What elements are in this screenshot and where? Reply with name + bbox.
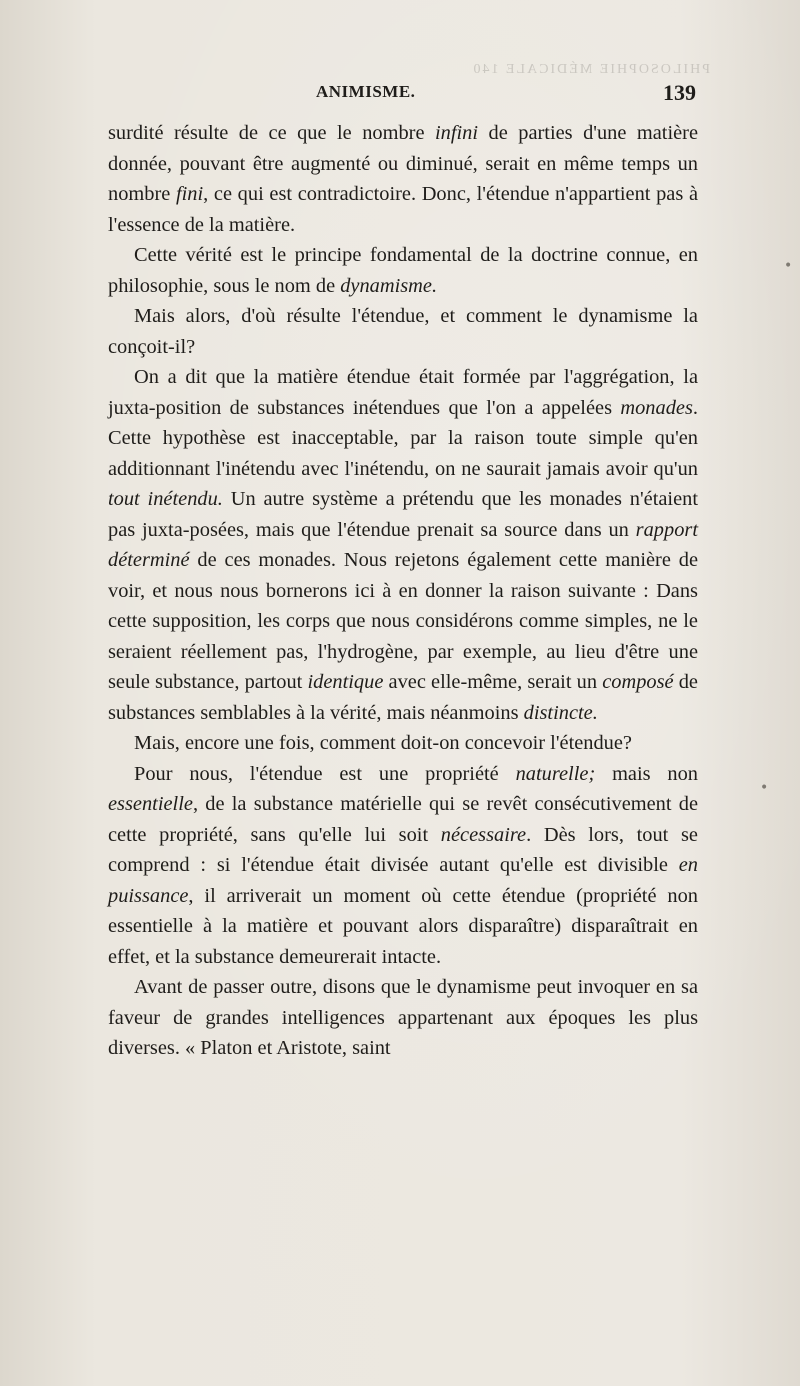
text-run: , de la substance matérielle qui se revêt consécutivement de cette propriété, sans qu'elle lui soit bbox=[108, 793, 698, 846]
text-run: surdité résulte de ce que le nombre bbox=[108, 122, 435, 144]
margin-dot: • bbox=[784, 258, 793, 274]
text-run: avec elle-même, serait un bbox=[383, 671, 603, 693]
bleed-through-text: PHILOSOPHIE MÉDICALE 140 bbox=[471, 62, 710, 77]
italic-text: identique bbox=[307, 671, 384, 693]
italic-text: fini bbox=[175, 183, 204, 205]
paragraph bbox=[108, 972, 698, 1064]
paragraph bbox=[108, 759, 698, 973]
text-run: . Cette hypothèse est inacceptable, par la raison toute simple qu'en additionnant l'inétendu avec l'inétendu, on ne saurait jamais avoir qu'un bbox=[108, 396, 698, 480]
text-run: mais non bbox=[595, 762, 698, 785]
text-run: , ce qui est contradictoire. Donc, l'étendue n'appartient pas à l'essence de la matière. bbox=[108, 183, 698, 236]
body-text bbox=[108, 118, 698, 1064]
italic-text: composé bbox=[602, 671, 674, 693]
text-run: Mais alors, d'où résulte l'étendue, et comment le dynamisme la conçoit-il? bbox=[108, 305, 698, 358]
paragraph bbox=[108, 118, 698, 240]
text-run: Mais, encore une fois, comment doit-on concevoir l'étendue? bbox=[134, 732, 632, 754]
margin-dot: • bbox=[760, 780, 769, 796]
text-run: . Dès lors, tout se comprend : si l'étendue était divisée autant qu'elle est divisible bbox=[108, 823, 698, 876]
paragraph bbox=[108, 728, 698, 759]
running-title: ANIMISME. bbox=[316, 82, 416, 101]
text-run: Pour nous, l'étendue est une propriété bbox=[134, 762, 516, 785]
paragraph bbox=[108, 362, 698, 728]
text-run: , il arriverait un moment où cette étendue (propriété non essentielle à la matière et pouvant alors disparaître) disparaîtrait en effet, et la substance demeurerait intacte. bbox=[108, 884, 698, 968]
italic-text: naturelle; bbox=[515, 762, 596, 785]
italic-text: essentielle bbox=[108, 793, 193, 815]
italic-text: infini bbox=[434, 122, 479, 144]
page-header bbox=[108, 82, 700, 112]
text-run: de parties d'une matière donnée, pouvant être augmenté ou diminué, serait en même temps un nombre bbox=[108, 122, 698, 205]
text-run: Un autre système a prétendu que les monades n'étaient pas juxta-posées, mais que l'étendue prenait sa source dans un bbox=[108, 488, 698, 541]
italic-text: dynamisme. bbox=[340, 274, 438, 297]
italic-text: nécessaire bbox=[440, 823, 527, 846]
text-run: de substances semblables à la vérité, mais néanmoins bbox=[108, 671, 698, 724]
text-run: Cette vérité est le principe fondamental de la doctrine connue, en philosophie, sous le nom de bbox=[108, 244, 698, 297]
text-run: de ces monades. Nous rejetons également cette manière de voir, et nous nous bornerons ici à en donner la raison suivante : Dans cette supposition, les corps que nous considérons comme simples, ne le seraient réellement pas, l'hydrogène, par exemple, au lieu d'être une seule substance, partout bbox=[108, 549, 698, 693]
text-run: On a dit que la matière étendue était formée par l'aggrégation, la juxta-position de substances inétendues que l'on a appelées bbox=[108, 366, 698, 419]
italic-text: rapport déterminé bbox=[108, 518, 698, 571]
paragraph bbox=[108, 301, 698, 362]
paragraph bbox=[108, 240, 698, 301]
italic-text: distincte. bbox=[523, 701, 598, 724]
italic-text: tout inétendu. bbox=[108, 488, 223, 510]
page-number: 139 bbox=[663, 80, 696, 105]
text-run: Avant de passer outre, disons que le dynamisme peut invoquer en sa faveur de grandes intelligences appartenant aux époques les plus diverses. « Platon et Aristote, saint bbox=[108, 976, 698, 1059]
italic-text: monades bbox=[620, 396, 693, 419]
italic-text: en puissance bbox=[108, 854, 698, 907]
